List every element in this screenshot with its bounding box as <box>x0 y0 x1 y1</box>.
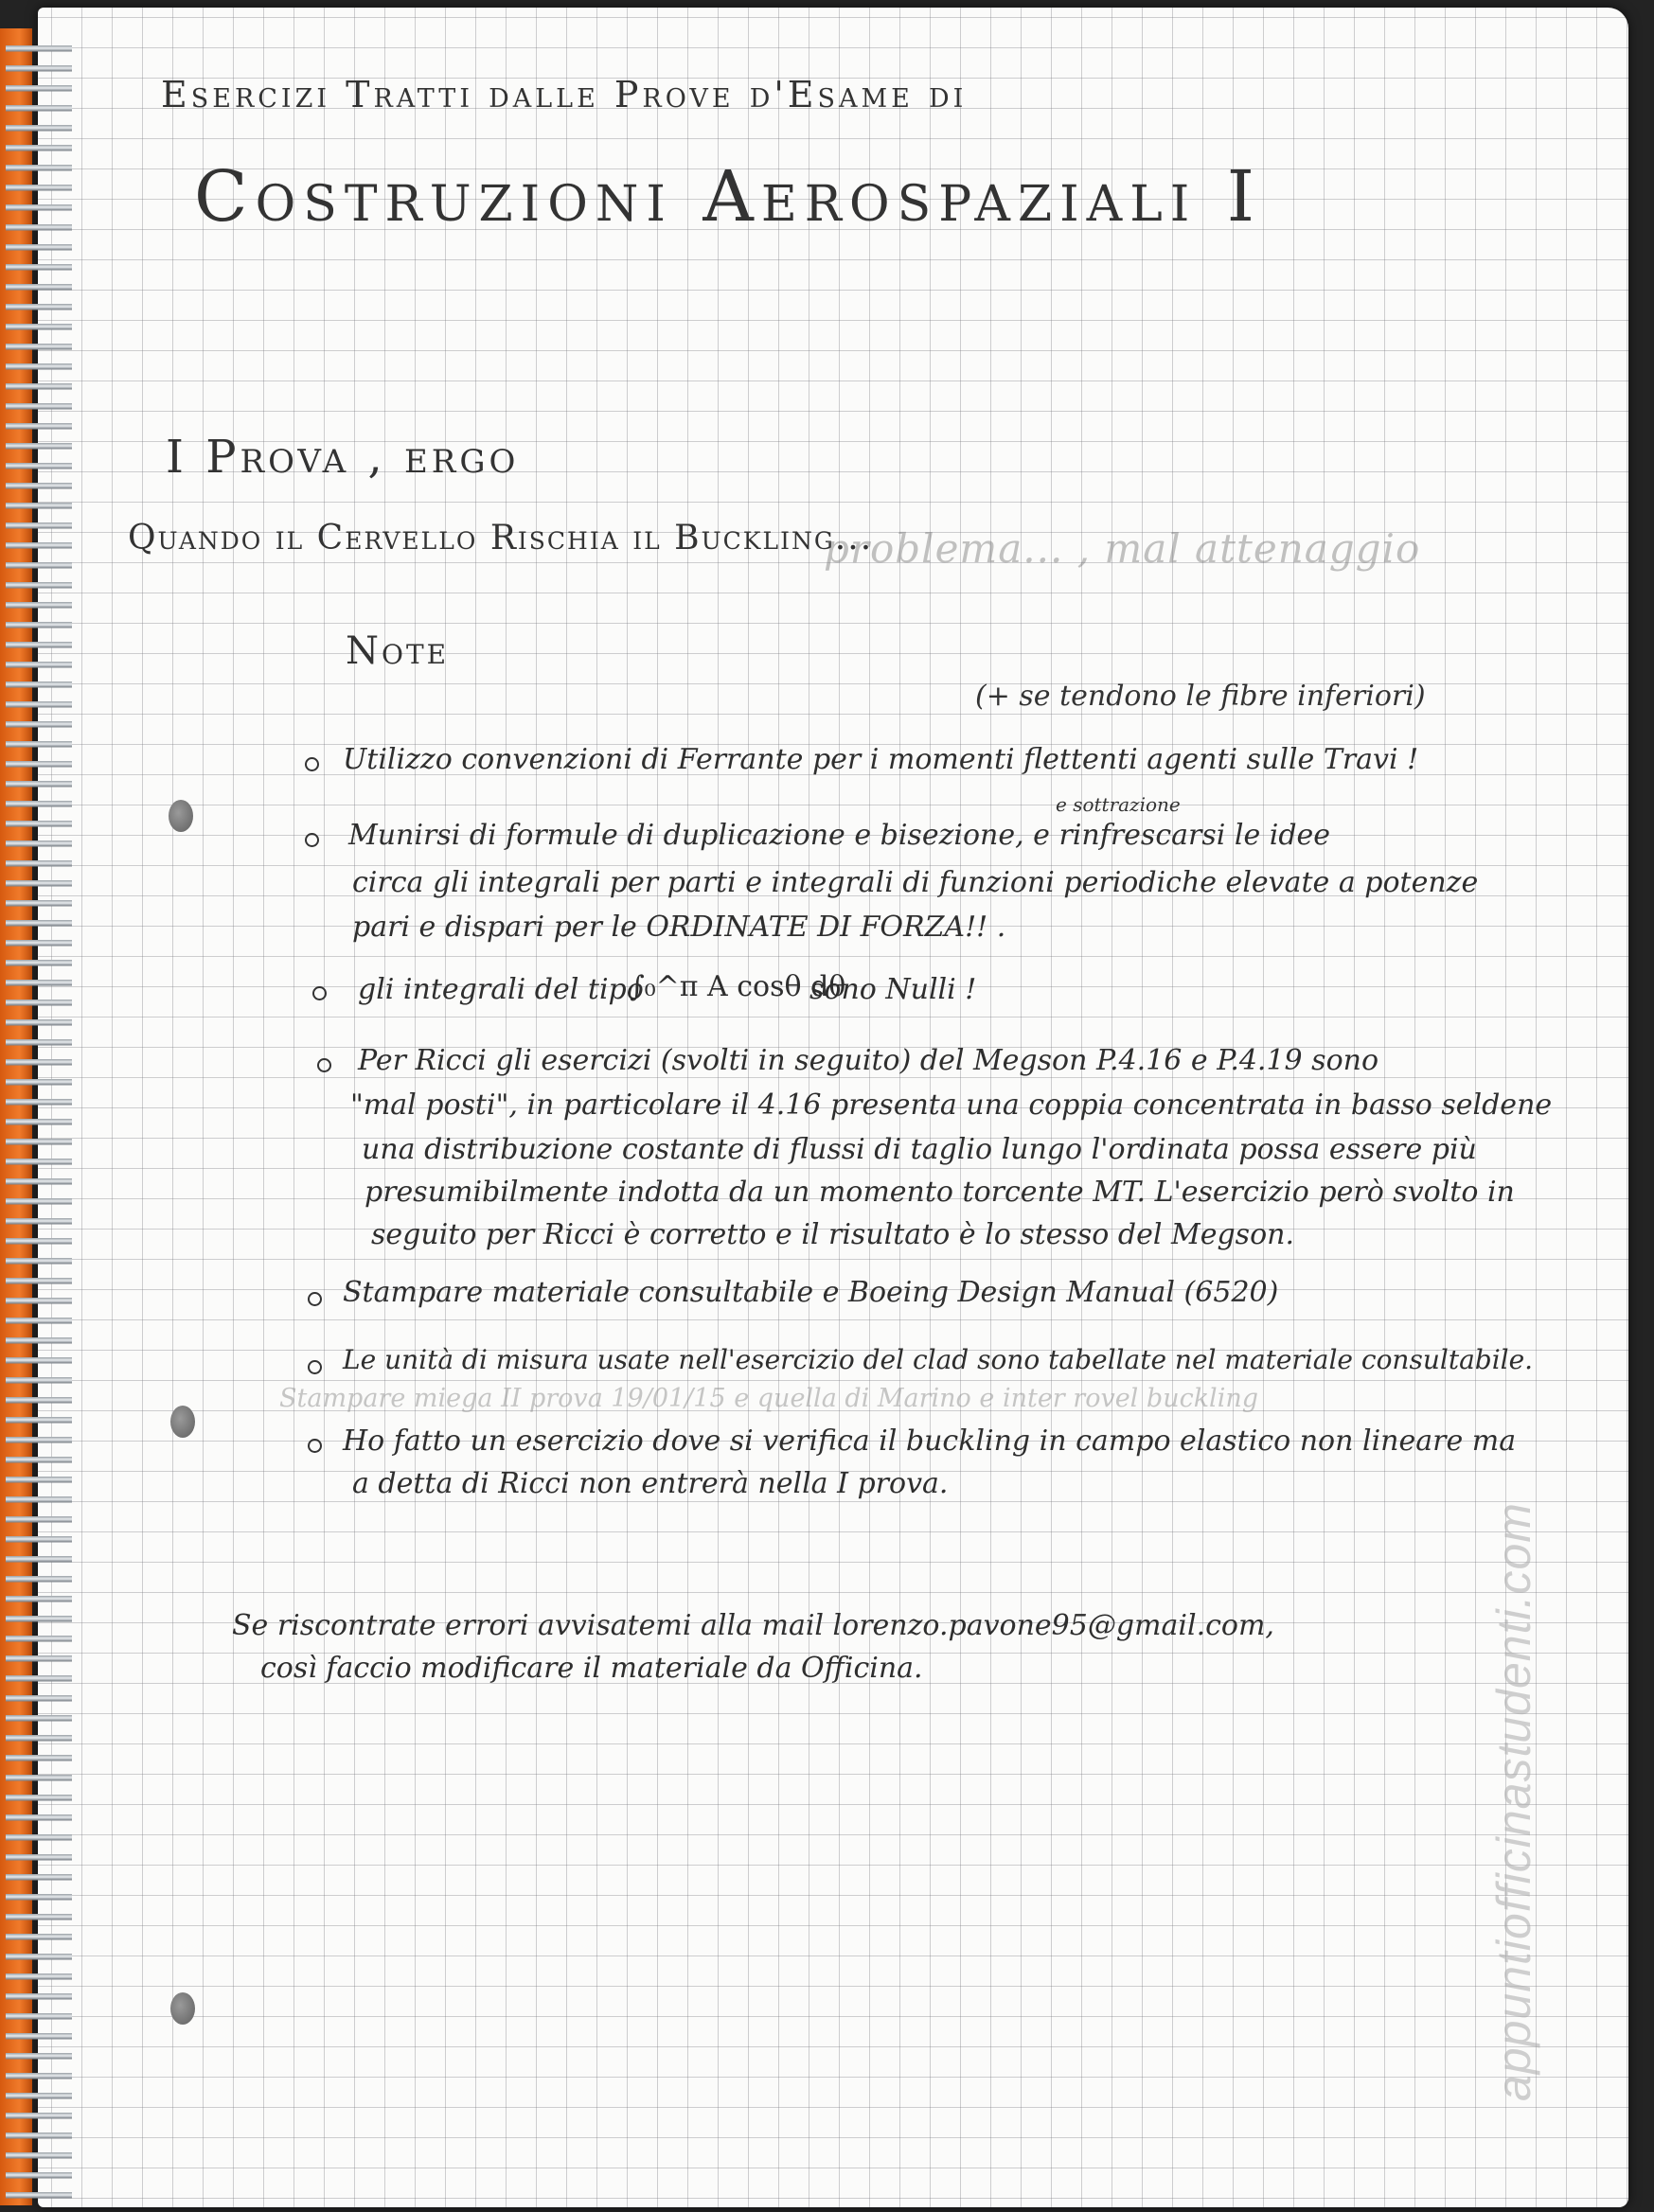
bleed-through-text: Stampare miega II prova 19/01/15 e quella di Marino e inter rovel buckling <box>279 1384 1259 1413</box>
bullet-icon <box>305 757 319 771</box>
note-line: circa gli integrali per parti e integrali di funzioni periodiche elevate a potenze <box>352 866 1479 899</box>
note-insertion: e sottrazione <box>1056 793 1181 816</box>
note-line: una distribuzione costante di flussi di taglio lungo l'ordinata possa essere più <box>362 1133 1477 1166</box>
note-line: gli integrali del tipo <box>358 973 644 1006</box>
note-line: presumibilmente indotta da un momento torcente MT. L'esercizio però svolto in <box>365 1176 1515 1209</box>
section-title: I Prova , ergo <box>166 431 520 484</box>
bullet-icon <box>308 1360 322 1374</box>
note-line: Per Ricci gli esercizi (svolti in seguito) del Megson P.4.16 e P.4.19 sono <box>358 1044 1379 1077</box>
footer-line-1: Se riscontrate errori avvisatemi alla mail lorenzo.pavone95@gmail.com, <box>232 1609 1274 1642</box>
bullet-icon <box>312 986 327 1000</box>
punch-hole <box>169 800 193 832</box>
bullet-icon <box>317 1058 331 1072</box>
watermark: appuntiofficinastudenti.com <box>1487 1502 1540 2101</box>
note-line: sono Nulli ! <box>809 973 977 1006</box>
notes-paren-note: (+ se tendono le fibre inferiori) <box>975 680 1426 713</box>
spiral-binding <box>6 38 72 2205</box>
note-line: Stampare materiale consultabile e Boeing Design Manual (6520) <box>343 1276 1279 1309</box>
note-line: "mal posti", in particolare il 4.16 presenta una coppia concentrata in basso seldene <box>350 1088 1553 1122</box>
note-line: Le unità di misura usate nell'esercizio del clad sono tabellate nel materiale consultabile. <box>343 1344 1534 1375</box>
punch-hole <box>170 1992 195 2025</box>
note-line: Munirsi di formule di duplicazione e bisezione, e rinfrescarsi le idee <box>348 819 1331 852</box>
bullet-icon <box>308 1439 322 1453</box>
note-line: a detta di Ricci non entrerà nella I prova. <box>352 1467 949 1500</box>
punch-hole <box>170 1406 195 1438</box>
bullet-icon <box>305 833 319 847</box>
heading-line-2: Costruzioni Aerospaziali I <box>194 156 1263 238</box>
bleed-through-text: problema... , mal attenaggio <box>824 525 1421 572</box>
heading-line-1: Esercizi Tratti dalle Prove d'Esame di <box>161 74 968 115</box>
note-line: Utilizzo convenzioni di Ferrante per i momenti flettenti agenti sulle Travi ! <box>343 743 1419 776</box>
bullet-icon <box>308 1292 322 1306</box>
integral-expression: ∫₀^π A cosθ dθ <box>630 970 846 1003</box>
section-subtitle: Quando il Cervello Rischia il Buckling... <box>128 519 874 557</box>
footer-line-2: così faccio modificare il materiale da Officina. <box>260 1652 923 1685</box>
notes-heading: Note <box>346 629 450 673</box>
note-line: Ho fatto un esercizio dove si verifica il buckling in campo elastico non lineare ma <box>343 1425 1517 1458</box>
note-line: pari e dispari per le ORDINATE DI FORZA!! . <box>352 911 1006 944</box>
note-line: seguito per Ricci è corretto e il risultato è lo stesso del Megson. <box>371 1218 1294 1251</box>
